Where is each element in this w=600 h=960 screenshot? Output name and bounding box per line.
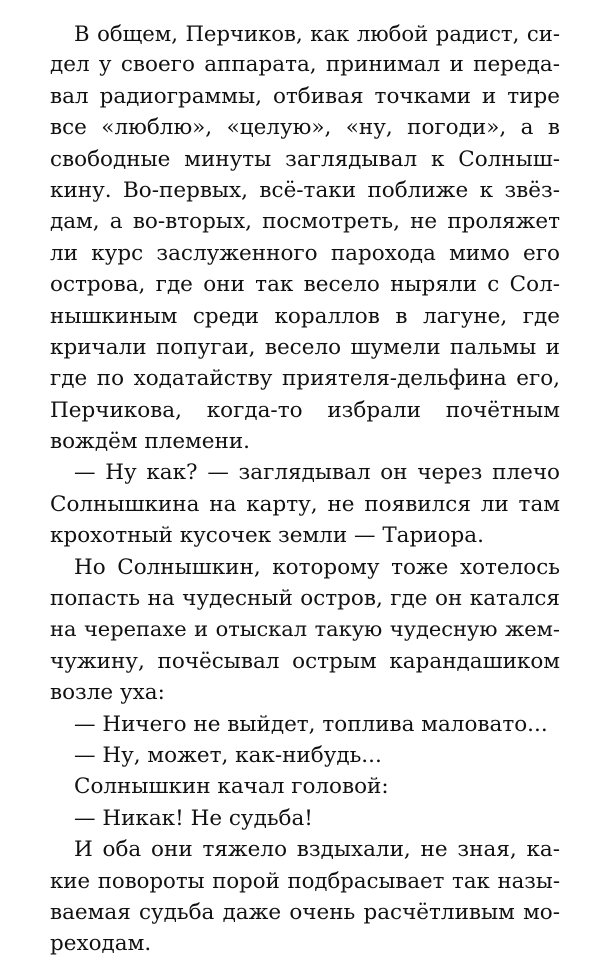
text-line: кину. Во-первых, всё-таки поближе к звёз- xyxy=(50,177,560,203)
text-line: все «люблю», «целую», «ну, погоди», а в xyxy=(50,115,560,141)
text-line: кричали попугаи, весело шумели пальмы и xyxy=(50,334,560,360)
text-line: возле уха: xyxy=(50,680,165,706)
text-line: Солнышкин качал головой: xyxy=(74,774,389,800)
text-line: ли курс заслуженного парохода мимо его xyxy=(50,240,560,266)
text-line: чужину, почёсывал острым карандашиком xyxy=(50,648,560,674)
text-line: свободные минуты заглядывал к Солныш- xyxy=(50,146,560,172)
text-line: Перчикова, когда-то избрали почётным xyxy=(50,397,560,423)
text-line: дел у своего аппарата, принимал и переда- xyxy=(50,52,560,78)
text-line: ваемая судьба даже очень расчётливым мо- xyxy=(50,899,560,925)
text-line: попасть на чудесный остров, где он катался xyxy=(50,586,560,612)
text-line: вождём племени. xyxy=(50,429,250,455)
text-line: дам, а во-вторых, посмотреть, не проляжет xyxy=(50,209,560,235)
body-text xyxy=(50,18,560,960)
text-line: — Никак! Не судьба! xyxy=(74,805,313,831)
text-line: — Ничего не выйдет, топлива маловато... xyxy=(74,711,548,737)
text-line: В общем, Перчиков, как любой радист, си- xyxy=(74,21,560,46)
text-line: вал радиограммы, отбивая точками и тире xyxy=(50,83,560,109)
text-line: — Ну, может, как-нибудь... xyxy=(74,742,382,768)
text-line: крохотный кусочек земли — Тариора. xyxy=(50,523,484,549)
text-line: кие повороты порой подбрасывает так назы- xyxy=(50,868,560,894)
text-line: острова, где они так весело ныряли с Сол- xyxy=(50,272,560,298)
text-line: Но Солнышкин, которому тоже хотелось xyxy=(74,554,560,580)
text-line: Солнышкина на карту, не появился ли там xyxy=(50,491,560,517)
text-line: на черепахе и отыскал такую чудесную жем- xyxy=(50,617,560,642)
text-line: — Ну как? — заглядывал он через плечо xyxy=(74,460,560,486)
text-line: И оба они тяжело вздыхали, не зная, ка- xyxy=(74,837,560,863)
text-line: нышкиным среди кораллов в лагуне, где xyxy=(50,303,560,329)
text-line: реходам. xyxy=(50,931,152,957)
text-line: где по ходатайству приятеля-дельфина его, xyxy=(50,366,560,392)
